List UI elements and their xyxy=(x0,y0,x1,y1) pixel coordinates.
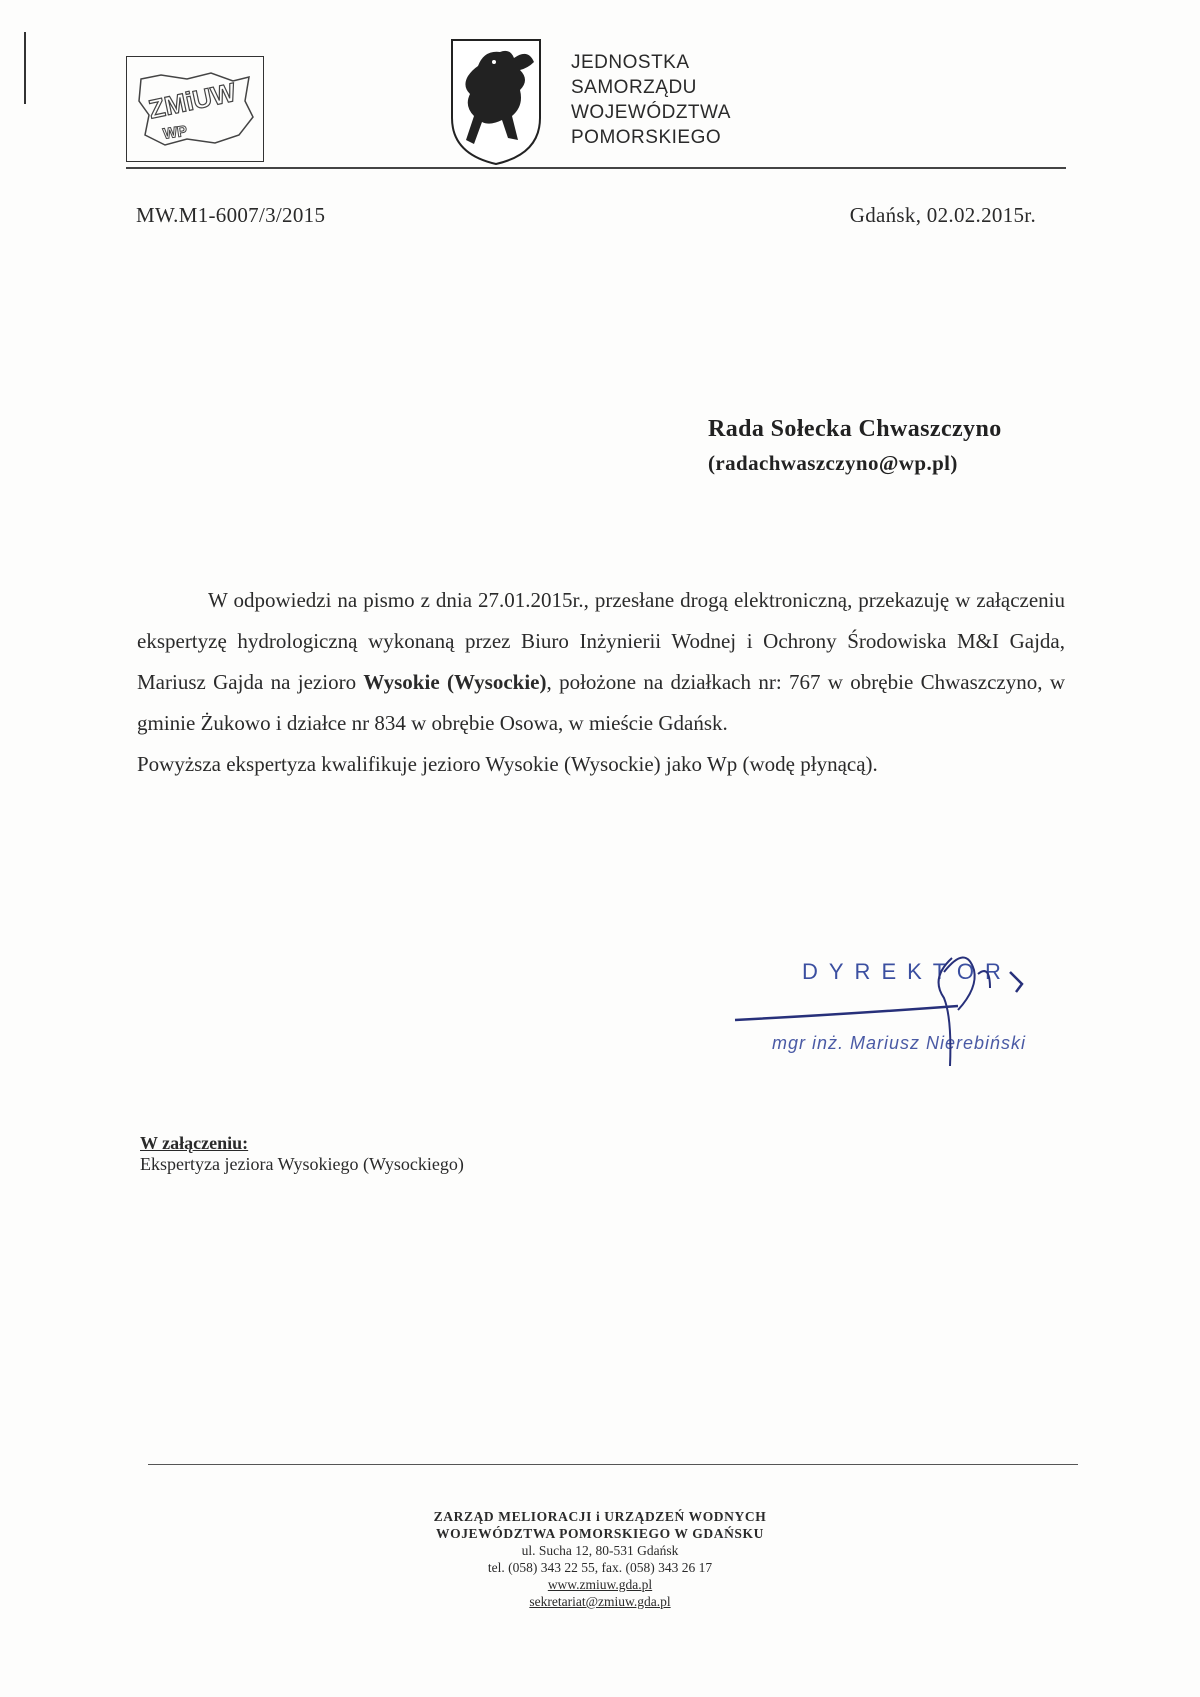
zmiuw-logo xyxy=(126,56,264,162)
institution-line: JEDNOSTKA xyxy=(571,52,690,73)
svg-text:WP: WP xyxy=(161,122,189,143)
reference-number: MW.M1-6007/3/2015 xyxy=(136,203,326,227)
lake-name: Wysokie (Wysockie) xyxy=(363,670,547,694)
recipient-email: (radachwaszczyno@wp.pl) xyxy=(708,451,958,475)
footer-phone: tel. (058) 343 22 55, fax. (058) 343 26 17 xyxy=(487,1560,713,1575)
letter-body xyxy=(137,580,1065,785)
footer-divider xyxy=(148,1464,1078,1465)
body-text: W odpowiedzi na pismo z dnia 27.01.2015r., przesłane drogą elektroniczną, przekazuję w załączeniu ekspertyzę hydrologiczną wykonaną przez Biuro Inżynierii Wodnej i Ochrony Środowiska M&I Gajda, Mariusz Gajda na jezioro xyxy=(137,588,1065,694)
recipient-block xyxy=(708,416,1002,476)
stamp-name: mgr inż. Mariusz Nierebiński xyxy=(772,1033,1027,1053)
footer-email-link[interactable]: sekretariat@zmiuw.gda.pl xyxy=(529,1594,671,1609)
letter-date: Gdańsk, 02.02.2015r. xyxy=(849,203,1036,227)
institution-name xyxy=(571,50,731,150)
institution-line: SAMORZĄDU xyxy=(571,77,697,98)
recipient-name: Rada Sołecka Chwaszczyno xyxy=(708,416,1002,442)
griffin-crest-icon xyxy=(448,36,544,166)
scan-edge-mark xyxy=(24,32,26,104)
footer-org-line: ZARZĄD MELIORACJI i URZĄDZEŃ WODNYCH xyxy=(433,1509,767,1524)
letterhead xyxy=(126,36,1066,168)
stamp-title: DYREKTOR xyxy=(802,959,1012,984)
body-text: , położone na działkach nr: 767 w obrębie Chwaszczyno, w gminie Żukowo i działce nr 834 w obrębie Osowa, w mieście Gdańsk. xyxy=(137,670,1065,735)
body-paragraph xyxy=(137,580,1065,744)
footer-address: ul. Sucha 12, 80-531 Gdańsk xyxy=(521,1543,679,1558)
institution-line: WOJEWÓDZTWA xyxy=(571,102,731,123)
zmiuw-logo-icon xyxy=(127,57,263,161)
footer-org-line: WOJEWÓDZTWA POMORSKIEGO W GDAŃSKU xyxy=(436,1526,764,1541)
svg-text:ZMiUW: ZMiUW xyxy=(146,76,239,125)
header-divider xyxy=(126,167,1066,169)
attachment-label: W załączeniu: xyxy=(140,1133,249,1153)
attachments xyxy=(140,1133,464,1175)
institution-line: POMORSKIEGO xyxy=(571,127,722,148)
handwritten-signature-icon xyxy=(730,948,1070,1068)
body-paragraph-conclusion: Powyższa ekspertyza kwalifikuje jezioro Wysokie (Wysockie) jako Wp (wodę płynącą). xyxy=(137,752,878,776)
signature-stamp xyxy=(730,948,1070,1068)
attachment-item: Ekspertyza jeziora Wysokiego (Wysockiego) xyxy=(140,1154,464,1174)
footer xyxy=(300,1508,900,1610)
footer-website-link[interactable]: www.zmiuw.gda.pl xyxy=(547,1577,653,1592)
